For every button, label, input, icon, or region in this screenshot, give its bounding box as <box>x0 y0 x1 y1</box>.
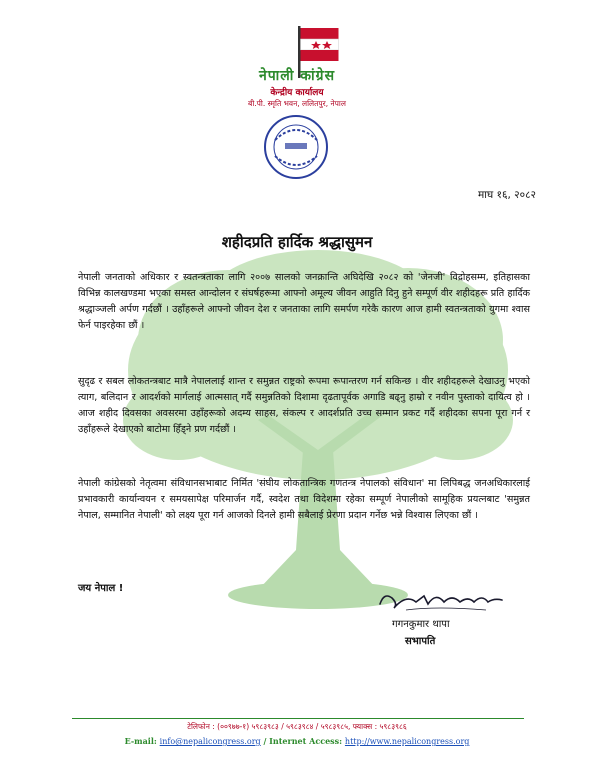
letter-date: माघ १६, २०८२ <box>478 189 536 201</box>
signer-name: गगनकुमार थापा <box>392 619 450 630</box>
email-link[interactable]: info@nepalicongress.org <box>159 737 261 746</box>
paragraph-1: नेपाली जनताको अधिकार र स्वतन्त्रताका लागि २००७ सालको जनक्रान्ति अघिदेखि २०८२ को 'जेनजी' विद्रोहसम्म, इतिहासका विभिन्न कालखण्डमा भएका समस्त आन्दोलन र संघर्षहरूमा आफ्नो अमूल्य जीवन आहुति दिनु हुने सम्पूर्ण वीर शहीदहरू प्रति हार्दिक श्रद्धाञ्जली अर्पण गर्दछौं । उहाँहरूले आफ्नो जीवन देश र जनताका लागि समर्पण गरेकै कारण आज हामी स्वतन्त्रताको युगमा श्वास फेर्न पाइरहेका छौं । <box>78 272 530 331</box>
footer-phone: टेलिफोन : (००९७७-१) ५९८३९८३ / ५९८३९८४ / ५९८३९८५, फ्याक्स : ५९८३९८६ <box>187 722 407 731</box>
paragraph-3: नेपाली कांग्रेसको नेतृत्वमा संविधानसभाबाट निर्मित 'संघीय लोकतान्त्रिक गणतन्त्र नेपालको संविधान' मा लिपिबद्ध जनअधिकारलाई प्रभावकारी कार्यान्वयन र समयसापेक्ष परिमार्जन गर्दै, स्वदेश तथा विदेशमा रहेका सम्पूर्ण नेपालीको सामूहिक प्रयत्नबाट 'समुन्नत नेपाल, सम्मानित नेपाली' को लक्ष्य पूरा गर्न आजको दिनले हामी सबैलाई प्रेरणा प्रदान गर्नेछ भन्ने विश्वास लिएका छौं । <box>78 478 530 521</box>
office-address: बी.पी. स्मृति भवन, ललितपुर, नेपाल <box>248 99 346 108</box>
email-label: E-mail: <box>124 736 157 746</box>
handwritten-signature <box>376 584 506 614</box>
footer-separator: / <box>260 736 270 746</box>
closing-salutation: जय नेपाल ! <box>78 583 124 594</box>
signer-role: सभापति <box>405 636 436 647</box>
footer-divider <box>72 718 524 719</box>
org-name: नेपाली कांग्रेस <box>258 68 336 84</box>
official-seal <box>263 114 329 180</box>
letter-title: शहीदप्रति हार्दिक श्रद्धासुमन <box>221 233 373 251</box>
web-label: Internet Access: <box>269 736 343 746</box>
footer-contact <box>0 736 594 746</box>
paragraph-2: सुदृढ र सबल लोकतन्त्रबाट मात्रै नेपाललाई शान्त र समुन्नत राष्ट्रको रूपमा रूपान्तरण गर्न सकिन्छ । वीर शहीदहरूले देखाउनु भएको त्याग, बलिदान र आदर्शको मार्गलाई आत्मसात् गर्दै समुन्नतिको दिशामा दृढतापूर्वक अगाडि बढ्नु हाम्रो र नवीन पुस्ताको दायित्व हो । आज शहीद दिवसका अवसरमा उहाँहरूको अदम्य साहस, संकल्प र आदर्शप्रति उच्च सम्मान प्रकट गर्दै शहीदका सपना पूरा गर्न र उहाँहरूले देखाएको बाटोमा हिँड्ने प्रण गर्दछौं । <box>78 376 530 435</box>
website-link[interactable]: http://www.nepalicongress.org <box>344 737 470 746</box>
office-name: केन्द्रीय कार्यालय <box>270 88 324 98</box>
